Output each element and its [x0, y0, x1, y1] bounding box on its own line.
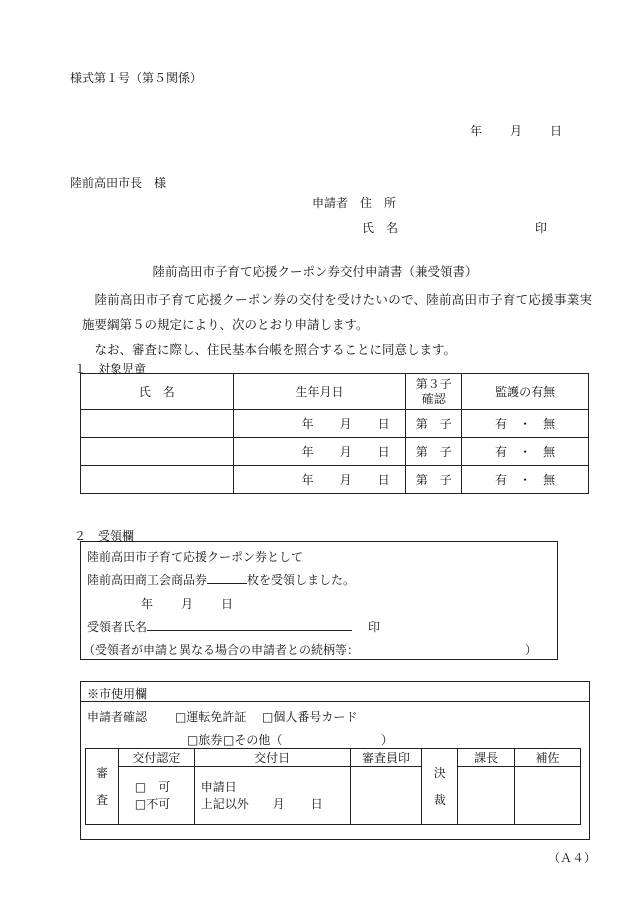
applicant-check-label: 申請者確認	[87, 710, 148, 724]
year-label: 年	[301, 473, 314, 487]
approval-cell	[118, 767, 194, 825]
header-name: 氏 名	[81, 374, 234, 410]
custody-cell[interactable]: 有 ・ 無	[462, 438, 589, 466]
month-label: 月	[339, 417, 352, 431]
child-name-cell[interactable]	[81, 410, 234, 438]
child-order-cell[interactable]: 第 子	[406, 466, 462, 494]
applicant-seal-label: 印	[535, 221, 548, 235]
office-use-box	[80, 681, 590, 840]
applicant-name-label: 氏 名	[362, 221, 399, 235]
reviewer-seal-cell[interactable]	[350, 767, 422, 825]
custody-cell[interactable]: 有 ・ 無	[462, 466, 589, 494]
birthdate-cell[interactable]	[233, 410, 406, 438]
day-label: 日	[221, 597, 234, 611]
review-label-1: 審	[95, 765, 108, 780]
review-label-2: 査	[95, 792, 108, 807]
document-title: 陸前高田市子育て応援クーポン券交付申請書（兼受領書）	[152, 264, 478, 279]
application-date	[470, 122, 562, 139]
decision-label-cell	[422, 749, 458, 825]
birthdate-cell[interactable]	[233, 466, 406, 494]
relation-note: （受領者が申請と異なる場合の申請者との続柄等：	[83, 643, 360, 657]
year-label: 年	[301, 417, 314, 431]
child-order-cell[interactable]: 第 子	[406, 410, 462, 438]
addressee: 陸前高田市長 様	[70, 176, 167, 190]
decision-label-1: 決	[433, 765, 446, 780]
month-label: 月	[272, 796, 285, 811]
review-table	[85, 748, 581, 825]
assistant-header: 補佐	[515, 749, 581, 767]
section2-heading: ２ 受領欄	[74, 529, 135, 543]
month-label: 月	[339, 473, 352, 487]
receiver-name-field[interactable]	[147, 618, 352, 631]
header-custody: 監護の有無	[462, 374, 589, 410]
section-chief-seal-cell[interactable]	[458, 767, 515, 825]
receipt-date	[141, 595, 233, 612]
receiver-line	[87, 618, 380, 635]
issue-on-apply[interactable]: 申請日	[200, 779, 237, 794]
receipt-line1: 陸前高田市子育て応援クーポン券として	[87, 550, 304, 564]
option-passport[interactable]: □旅券	[187, 733, 223, 747]
child-order-cell[interactable]: 第 子	[406, 438, 462, 466]
issue-other[interactable]	[201, 796, 350, 813]
day-label: 日	[377, 473, 390, 487]
receipt-box	[80, 541, 558, 660]
relation-note-close: ）	[525, 643, 538, 657]
office-use-divider	[81, 701, 589, 702]
day-label: 日	[377, 445, 390, 459]
day-label: 日	[377, 417, 390, 431]
year-label: 年	[301, 445, 314, 459]
approve-checkbox[interactable]: □ 可	[134, 779, 171, 794]
year-label: 年	[141, 597, 154, 611]
issue-date-cell	[194, 767, 350, 825]
form-number: 様式第１号（第５関係）	[70, 71, 203, 85]
section-chief-header: 課長	[458, 749, 515, 767]
receiver-seal-label: 印	[368, 620, 381, 634]
table-row	[81, 438, 589, 466]
voucher-label: 陸前高田商工会商品券	[87, 573, 208, 587]
child-name-cell[interactable]	[81, 466, 234, 494]
receipt-line2	[87, 571, 355, 588]
body-text	[82, 287, 592, 362]
month-label: 月	[510, 124, 523, 138]
day-label: 日	[550, 124, 563, 138]
voucher-count-field[interactable]	[207, 571, 247, 584]
table-row	[81, 466, 589, 494]
option-drivers-license[interactable]: □運転免許証	[175, 710, 247, 724]
office-use-heading: ※市使用欄	[87, 687, 148, 701]
header-third-child-line1: 第３子	[415, 376, 452, 391]
custody-cell[interactable]: 有 ・ 無	[462, 410, 589, 438]
body-paragraph-2: なお、審査に際し、住民基本台帳を照合することに同意します。	[94, 342, 457, 357]
paper-size-label: （Ａ４）	[548, 851, 597, 865]
body-paragraph-1: 陸前高田市子育て応援クーポン券の交付を受けたいので、陸前高田市子育て応援事業実施要綱第５の規定により、次のとおり申請します。	[82, 292, 592, 332]
section1-heading: １ 対象児童	[74, 362, 147, 376]
issue-auth-header: 交付認定	[118, 749, 194, 767]
reviewer-seal-header: 審査員印	[350, 749, 422, 767]
birthdate-cell[interactable]	[233, 438, 406, 466]
year-label: 年	[470, 124, 483, 138]
header-birthdate: 生年月日	[233, 374, 406, 410]
table-header-row	[81, 374, 589, 410]
option-other[interactable]: □その他（	[223, 733, 283, 747]
day-label: 日	[310, 796, 323, 811]
receiver-label: 受領者氏名	[87, 620, 148, 634]
issue-other-label: 上記以外	[200, 796, 249, 811]
month-label: 月	[181, 597, 194, 611]
option-other-close: ）	[381, 733, 394, 747]
child-name-cell[interactable]	[81, 438, 234, 466]
month-label: 月	[339, 445, 352, 459]
header-third-child	[406, 374, 462, 410]
option-my-number-card[interactable]: □個人番号カード	[262, 710, 358, 724]
review-label-cell	[86, 749, 119, 825]
receipt-suffix: 枚を受領しました。	[247, 573, 356, 587]
assistant-seal-cell[interactable]	[515, 767, 581, 825]
issue-date-header: 交付日	[194, 749, 350, 767]
applicant-address-label: 申請者 住 所	[312, 196, 397, 210]
table-row	[81, 410, 589, 438]
reject-checkbox[interactable]: □不可	[134, 796, 171, 811]
decision-label-2: 裁	[433, 792, 446, 807]
target-children-table	[80, 373, 589, 494]
header-third-child-line2: 確認	[421, 391, 446, 406]
